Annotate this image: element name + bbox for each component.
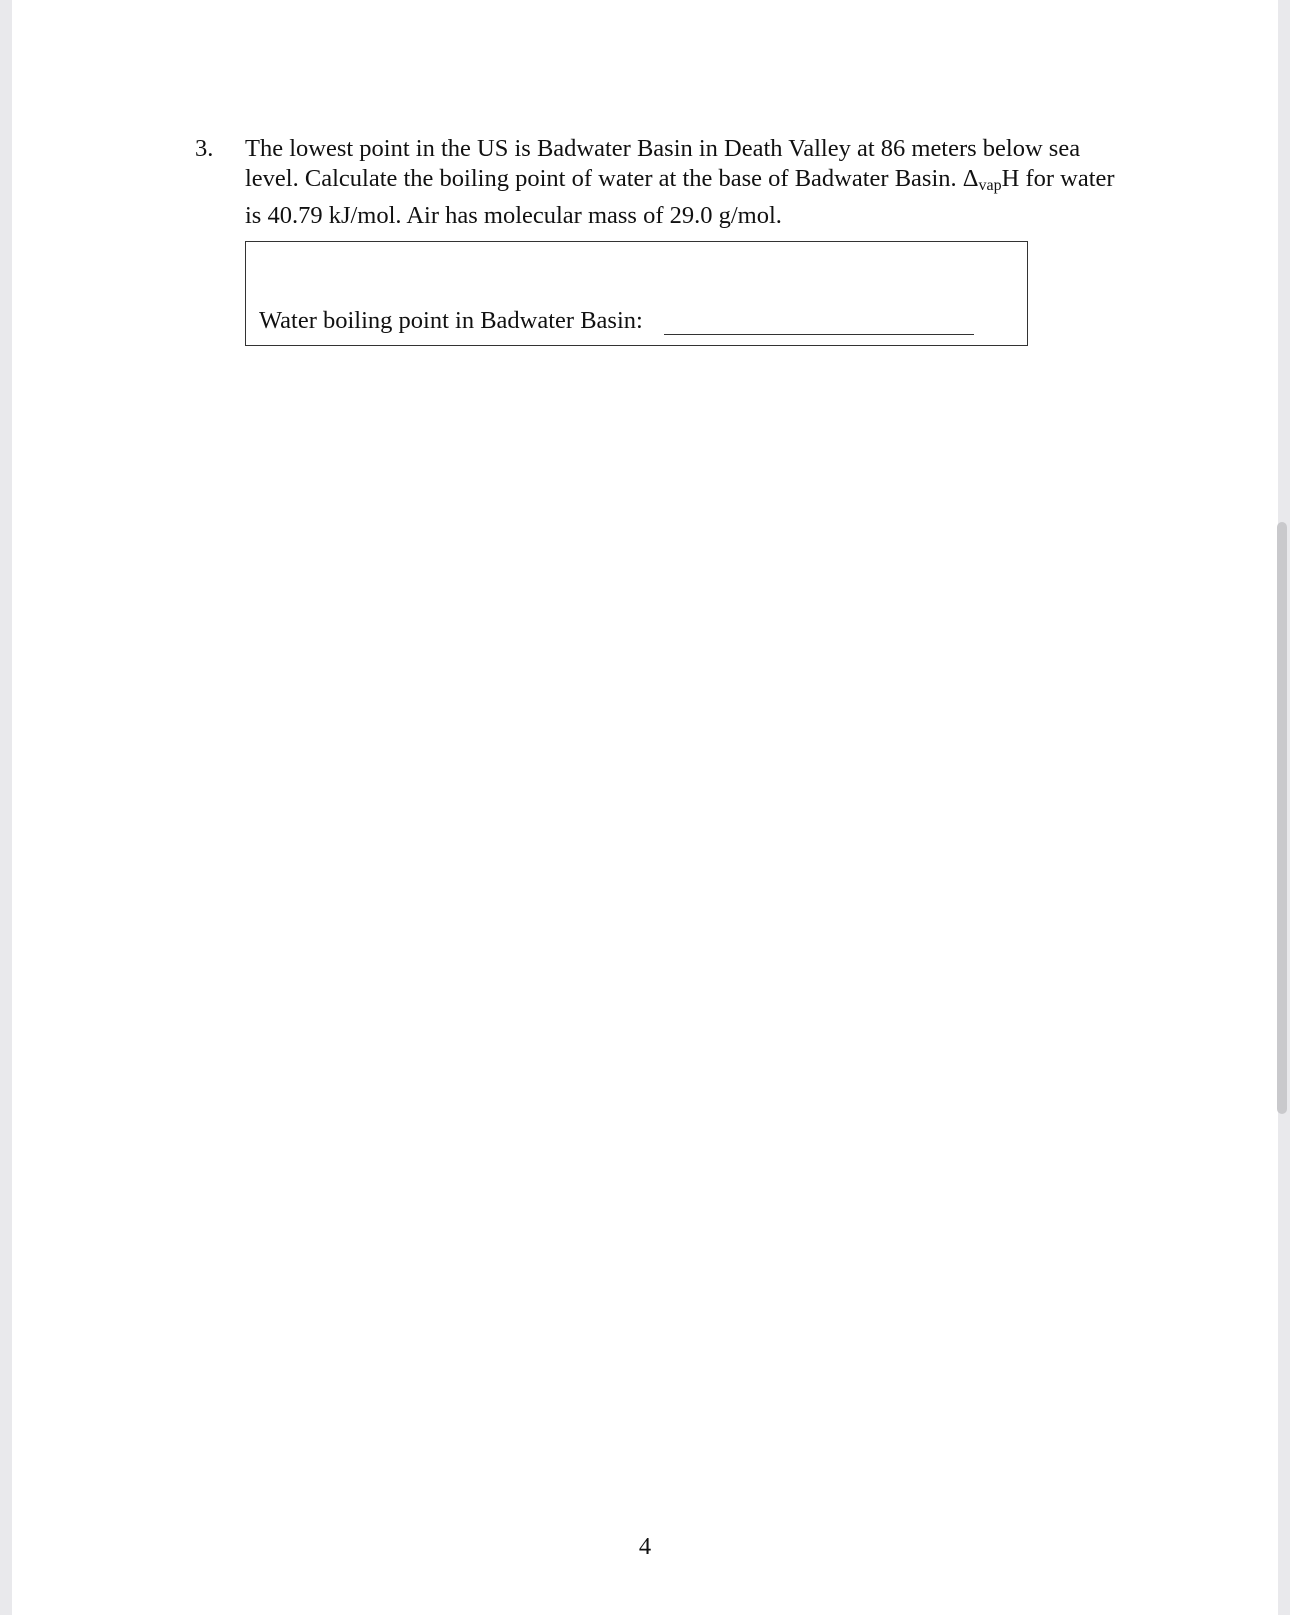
answer-blank-line[interactable]: [664, 334, 974, 335]
page-number: 4: [638, 1533, 652, 1560]
question-line-1: The lowest point in the US is Badwater Basin in Death Valley at 86 meters below sea: [245, 135, 1081, 162]
vap-subscript: vap: [978, 177, 1002, 194]
question-text: [245, 134, 1145, 231]
question-line-2: [245, 164, 1145, 201]
vertical-scrollbar[interactable]: [1277, 0, 1287, 1615]
document-page: [12, 0, 1278, 1615]
question-line-2-end: H for water: [1001, 165, 1115, 192]
scrollbar-thumb[interactable]: [1277, 522, 1287, 1114]
question-line-2-start: level. Calculate the boiling point of water at the base of Badwater Basin. Δ: [245, 165, 979, 192]
question-number: 3.: [195, 135, 214, 162]
answer-box: [245, 241, 1028, 346]
question-line-3: is 40.79 kJ/mol. Air has molecular mass of 29.0 g/mol.: [245, 202, 782, 229]
answer-label: Water boiling point in Badwater Basin:: [259, 307, 643, 334]
